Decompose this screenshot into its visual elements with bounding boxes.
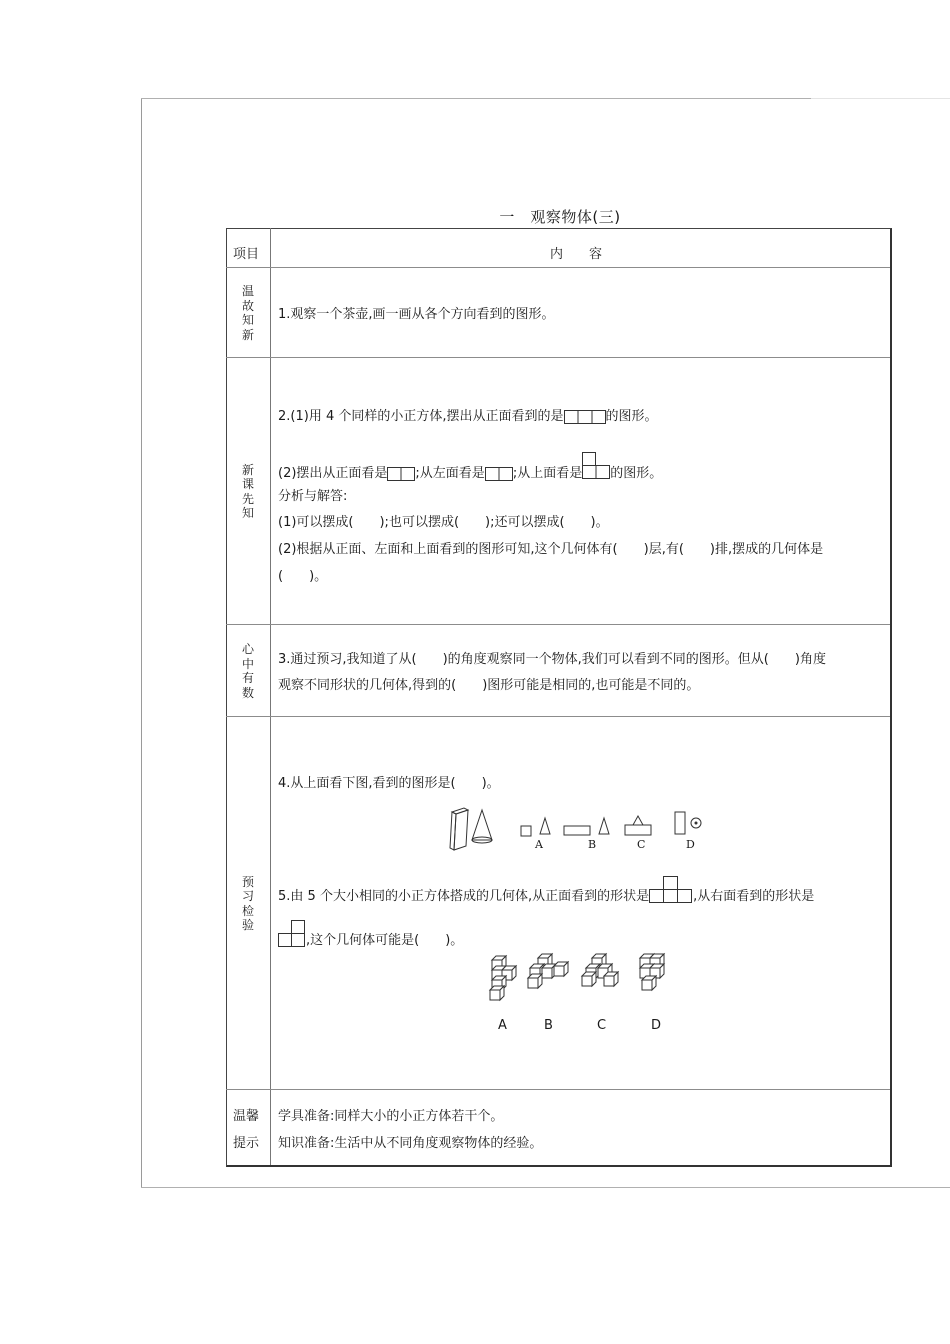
page-frame-top-faint — [811, 98, 950, 99]
label-mind-cell — [226, 625, 270, 717]
q5-text-post: ,这个几何体可能是( )。 — [306, 933, 464, 948]
front-view-two-squares-figure — [387, 467, 415, 481]
label-preview-cell — [226, 717, 270, 1090]
question-3-line2: 观察不同形状的几何体,得到的( )图形可能是相同的,也可能是不同的。 — [278, 678, 700, 693]
q5-option-c-figure — [582, 954, 618, 986]
answer-2-line2: ( )。 — [278, 569, 328, 584]
label-mind: 心中有数 — [241, 642, 254, 700]
column-divider — [270, 228, 271, 1165]
header-item: 项目 — [233, 247, 260, 262]
question-5-line2 — [278, 920, 463, 950]
question-4: 4.从上面看下图,看到的图形是( )。 — [278, 776, 500, 791]
q4-option-d-figure — [675, 812, 701, 834]
q4-option-a-label: A — [535, 838, 543, 851]
tip-tool-preparation: 学具准备:同样大小的小正方体若干个。 — [278, 1109, 504, 1124]
question-2-part1 — [278, 408, 658, 426]
label-preview: 预习检验 — [241, 874, 254, 932]
analysis-heading: 分析与解答: — [278, 489, 348, 504]
q4-option-c-figure — [625, 816, 651, 835]
q2b-text-post: 的图形。 — [610, 466, 663, 481]
question-3-line1: 3.通过预习,我知道了从( )的角度观察同一个物体,我们可以看到不同的图形。但从( )角度 — [278, 652, 826, 667]
answer-1: (1)可以摆成( );也可以摆成( );还可以摆成( )。 — [278, 515, 609, 530]
label-tips-line1: 温馨 — [233, 1109, 260, 1124]
q5-option-b-label: B — [544, 1018, 553, 1033]
page-frame-top — [141, 98, 811, 99]
q5-text-mid: ,从右面看到的形状是 — [693, 889, 815, 904]
question-5-line1 — [278, 876, 814, 906]
q2a-text-pre: 2.(1)用 4 个同样的小正方体,摆出从正面看到的是 — [278, 409, 564, 424]
q4-option-b-label: B — [588, 838, 597, 851]
q5-option-c-label: C — [597, 1018, 607, 1033]
label-review-cell — [226, 268, 270, 358]
q5-option-a-label: A — [498, 1018, 507, 1033]
row-divider — [226, 624, 890, 625]
q4-source-solid-figure — [450, 808, 492, 850]
q5-right-view-figure — [278, 920, 306, 948]
row-divider — [226, 716, 890, 717]
page-frame-bottom — [141, 1187, 950, 1188]
header-content: 内 容 — [550, 247, 603, 262]
q5-option-a-figure — [490, 956, 516, 1000]
q4-option-c-label: C — [637, 838, 646, 851]
top-view-l-shape-figure — [582, 452, 610, 480]
label-newlesson: 新课先知 — [241, 462, 254, 520]
q4-option-a-figure — [521, 818, 550, 836]
q5-cube-figures — [486, 950, 676, 1006]
answer-2-line1: (2)根据从正面、左面和上面看到的图形可知,这个几何体有( )层,有( )排,摆成的几何体是 — [278, 542, 824, 557]
label-newlesson-cell — [226, 358, 270, 625]
q5-option-d-label: D — [651, 1018, 662, 1033]
q2b-text-mid1: ;从左面看是 — [415, 466, 485, 481]
q2b-text-pre: (2)摆出从正面看是 — [278, 466, 388, 481]
q4-option-b-figure — [564, 818, 609, 835]
row-divider — [226, 357, 890, 358]
worksheet-table — [226, 228, 892, 1167]
q4-figures — [444, 806, 714, 852]
left-view-two-squares-figure — [485, 467, 513, 481]
q5-text-pre: 5.由 5 个大小相同的小正方体搭成的几何体,从正面看到的形状是 — [278, 889, 650, 904]
page-frame-left — [141, 98, 142, 1188]
front-view-three-squares-figure — [564, 410, 606, 424]
q4-option-d-label: D — [686, 838, 695, 851]
row-divider — [226, 1089, 890, 1090]
q5-option-d-figure — [640, 954, 664, 990]
label-review: 温故知新 — [241, 284, 254, 342]
label-tips-line2: 提示 — [233, 1136, 260, 1151]
q5-option-b-figure — [528, 954, 568, 988]
question-2-part2 — [278, 452, 662, 483]
q2b-text-mid2: ;从上面看是 — [512, 466, 583, 481]
tip-knowledge-preparation: 知识准备:生活中从不同角度观察物体的经验。 — [278, 1136, 543, 1151]
question-1: 1.观察一个茶壶,画一画从各个方向看到的图形。 — [278, 307, 555, 322]
q2a-text-post: 的图形。 — [605, 409, 658, 424]
page-title: 一 观察物体(三) — [499, 208, 621, 226]
row-divider — [226, 267, 890, 268]
q5-front-view-figure — [649, 876, 693, 904]
